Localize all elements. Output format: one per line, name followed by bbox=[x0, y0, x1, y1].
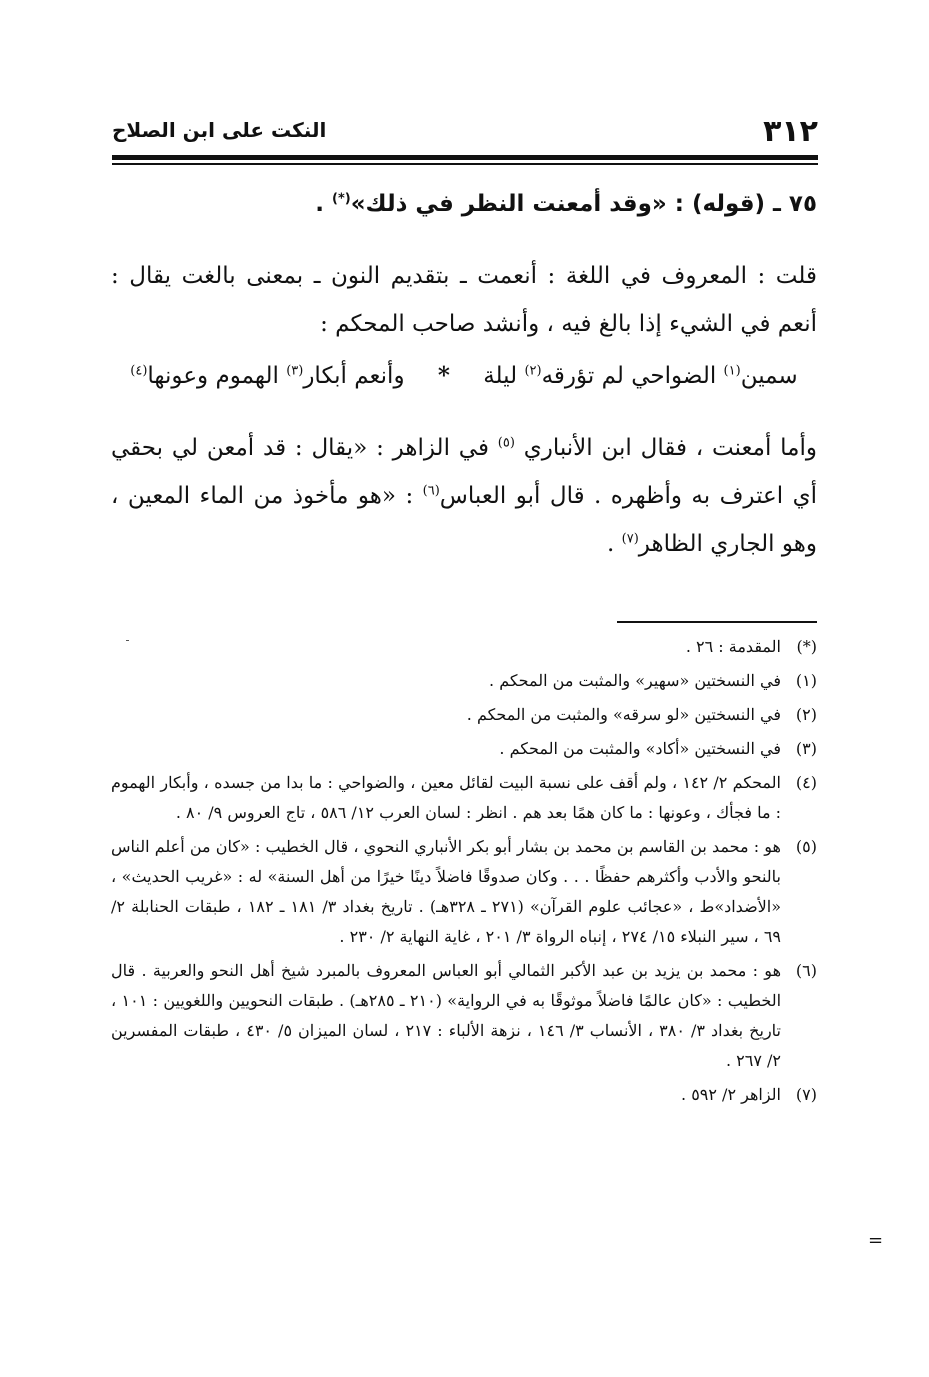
footnote-mark: (٤) bbox=[795, 773, 817, 792]
poem-text: سمين bbox=[740, 363, 798, 389]
footnote-mark: (٧) bbox=[795, 1085, 817, 1104]
paragraph-lughah: قلت : المعروف في اللغة : أنعمت ـ بتقديم النون ـ بمعنى بالغت يقال : أنعم في الشيء إذا بالغ فيه ، وأنشد صاحب المحكم : bbox=[111, 263, 817, 337]
footnote-ref: (٥) bbox=[497, 435, 515, 451]
footnote-text: هو : محمد بن القاسم بن محمد بن بشار أبو بكر الأنباري النحوي ، قال الخطيب : «كان من أعلم الناس بالنحو والأدب وأكثرهم حفظًا . . . وكان صدوقًا فاضلاً دينًا خيرًا من أهل السنة» له : «غريب الحديث» ، «الأضداد»ط ، «عجائب علوم القرآن» (٢٧١ ـ ٣٢٨هـ) . تاريخ بغداد ٣/ ١٨١ ـ ١٨٢ ، طبقات الحنابلة ٢/ ٦٩ ، سير النبلاء ١٥/ ٢٧٤ ، إنباه الرواة ٣/ ٢٠١ ، غاية النهاية ٢/ ٢٣٠ . bbox=[111, 837, 782, 946]
footnote bbox=[111, 832, 817, 952]
poem-text: ليلة bbox=[483, 363, 525, 389]
footnote-mark: (١) bbox=[795, 671, 817, 690]
poem-second-hemistich bbox=[130, 352, 404, 400]
footnote-mark: (٣) bbox=[795, 739, 817, 758]
footnote bbox=[111, 700, 817, 730]
poem-first-hemistich bbox=[483, 352, 798, 400]
footnote-text: في النسختين «سهير» والمثبت من المحكم . bbox=[489, 671, 781, 690]
para-text: وأما أمعنت ، فقال ابن الأنباري bbox=[514, 435, 818, 461]
footnote-text: في النسختين «لو سرقه» والمثبت من المحكم . bbox=[466, 705, 781, 724]
footnote-ref: (١) bbox=[723, 363, 741, 379]
poem-text: وأنعم أبكار bbox=[303, 363, 405, 389]
footnote bbox=[111, 632, 817, 662]
poem-text: الضواحي لم تؤرقه bbox=[541, 363, 724, 389]
footnote bbox=[111, 1080, 817, 1110]
footnote-separator bbox=[617, 621, 817, 623]
footnote-text: المحكم ٢/ ١٤٢ ، ولم أقف على نسبة البيت لقائل معين ، والضواحي : ما بدا من جسده ، وأبكار الهموم : ما فجأك ، وعونها : ما كان همًا بعد هم . انظر : لسان العرب ١٢/ ٥٨٦ ، تاج العروس ٩/ ٨٠ . bbox=[111, 773, 782, 822]
entry-heading bbox=[111, 180, 817, 228]
para-text: في الزاهر : «يقال : قد أمعن لي بحقي أي اعترف به وأظهره . قال أبو العباس bbox=[111, 435, 818, 509]
footnote-mark: (٢) bbox=[795, 705, 817, 724]
header-rule-thick bbox=[112, 155, 818, 160]
footnote-text: المقدمة : ٢٦ . bbox=[685, 637, 781, 656]
footnotes bbox=[111, 632, 817, 1114]
para-text: : «هو مأخوذ من الماء المعين ، وهو الجاري الظاهر bbox=[111, 483, 817, 557]
verse-separator-star: * bbox=[437, 362, 450, 389]
entry-heading-footnote-ref: (*) bbox=[332, 191, 351, 207]
footnote-mark: (٦) bbox=[795, 961, 817, 980]
footnote-text: في النسختين «أكاد» والمثبت من المحكم . bbox=[499, 739, 781, 758]
footnote-ref: (٦) bbox=[422, 483, 440, 499]
header-rule-thin bbox=[112, 163, 818, 165]
poem-text: الهموم وعونها bbox=[147, 363, 287, 389]
margin-equals-mark: = bbox=[868, 1230, 884, 1251]
footnote-ref: (٢) bbox=[524, 363, 542, 379]
entry-heading-end: . bbox=[315, 191, 333, 217]
footnote bbox=[111, 734, 817, 764]
footnote-ref: (٤) bbox=[130, 363, 148, 379]
para-text: . bbox=[607, 531, 622, 557]
footnote bbox=[111, 768, 817, 828]
running-header bbox=[112, 110, 818, 150]
footnote bbox=[111, 666, 817, 696]
book-title: النكت على ابن الصلاح bbox=[112, 118, 327, 142]
footnote-text: هو : محمد بن يزيد بن عبد الأكبر الثمالي أبو العباس المعروف بالمبرد شيخ أهل النحو والعربية . قال الخطيب : «كان عالمًا فاضلاً موثوقًا به في الرواية» (٢١٠ ـ ٢٨٥هـ) . طبقات النحويين واللغويين : ١٠١ ، تاريخ بغداد ٣/ ٣٨٠ ، الأنساب ٣/ ١٤٦ ، نزهة الألباء : ٢١٧ ، لسان الميزان ٥/ ٤٣٠ ، طبقات المفسرين ٢/ ٢٦٧ . bbox=[111, 961, 782, 1070]
footnote bbox=[111, 956, 817, 1076]
poem-verse bbox=[111, 352, 817, 400]
paragraph-amanta bbox=[111, 424, 817, 568]
footnote-text: الزاهر ٢/ ٥٩٢ . bbox=[681, 1085, 781, 1104]
footnote-ref: (٣) bbox=[286, 363, 304, 379]
entry-heading-text: ٧٥ ـ (قوله) : «وقد أمعنت النظر في ذلك» bbox=[350, 191, 817, 217]
footnote-ref: (٧) bbox=[621, 531, 639, 547]
footnote-mark: (*) bbox=[796, 637, 817, 656]
footnote-mark: (٥) bbox=[795, 837, 817, 856]
page-number: ٣١٢ bbox=[763, 114, 818, 149]
